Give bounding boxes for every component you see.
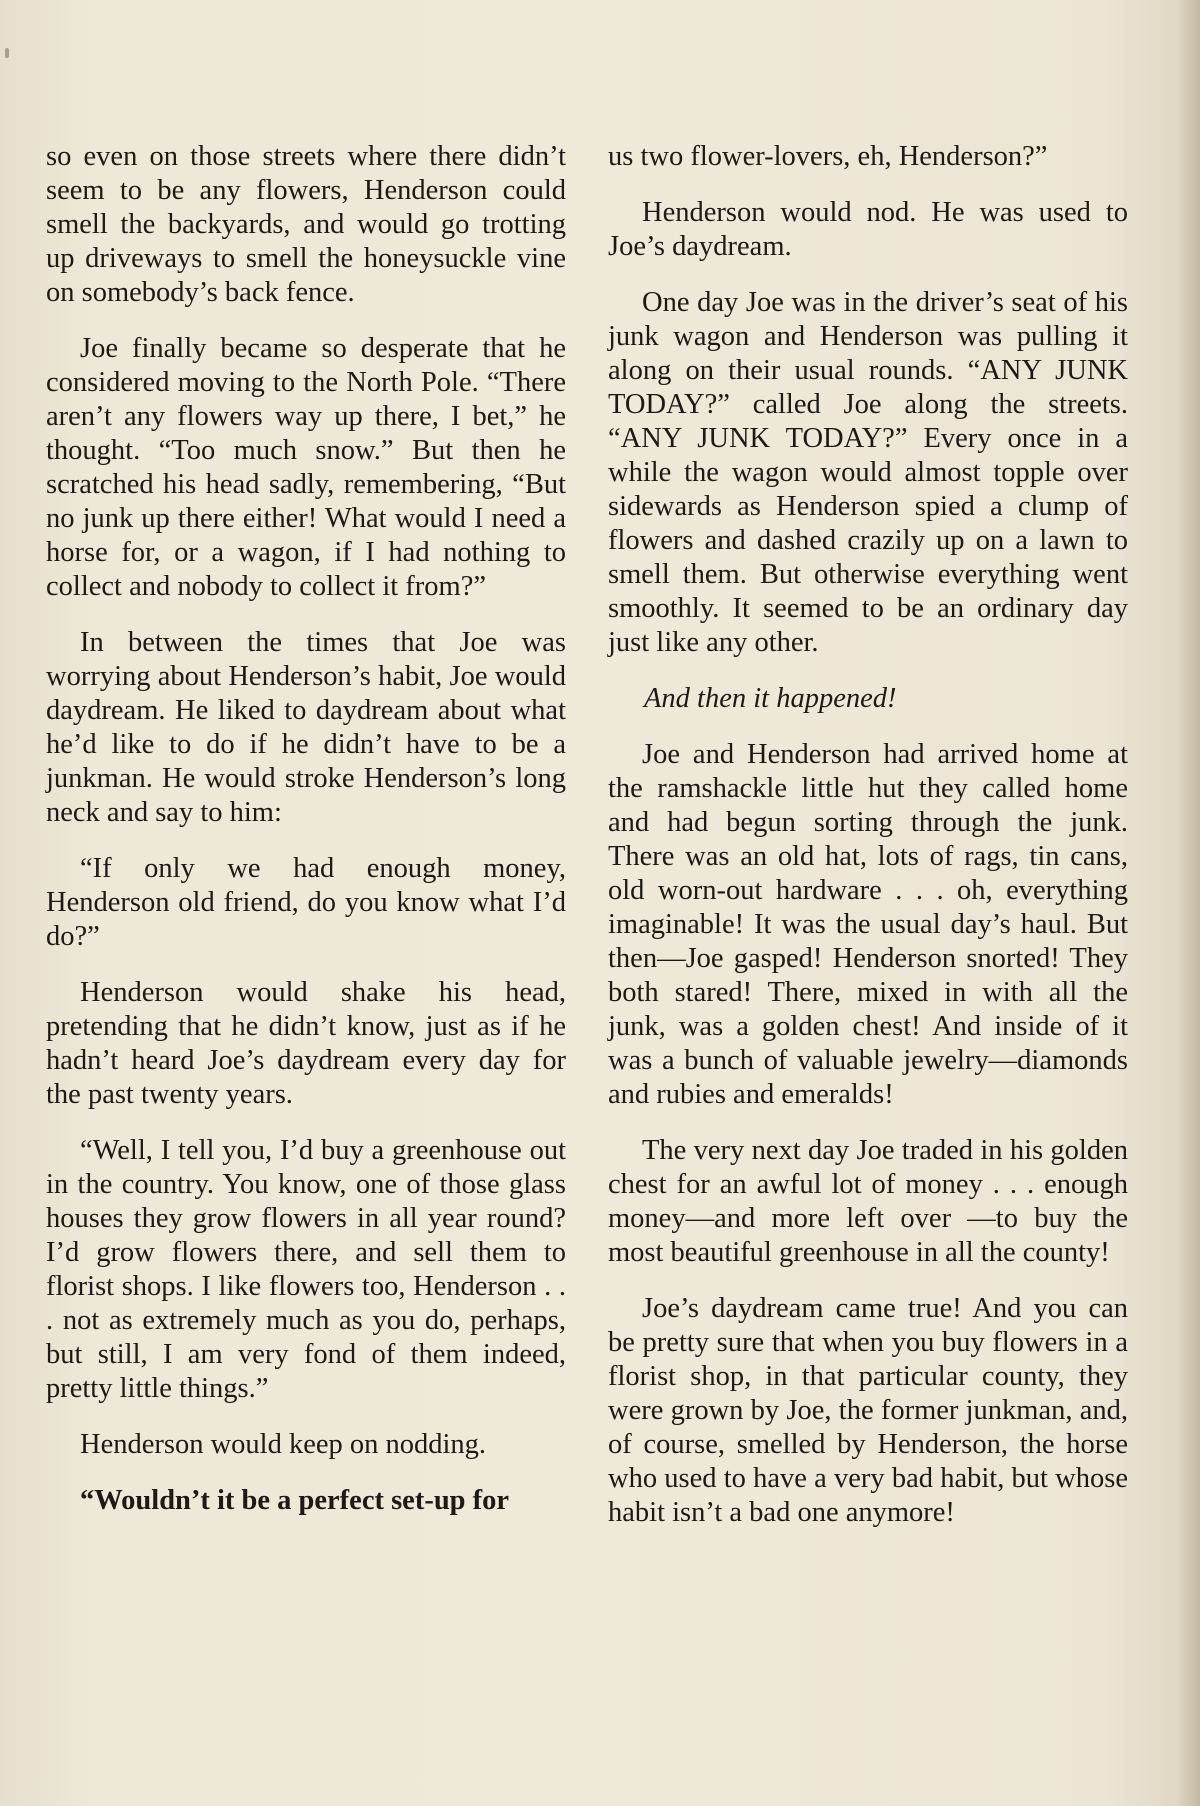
- paragraph: “Wouldn’t it be a perfect set-up for: [80, 1485, 510, 1516]
- paragraph: us two flower-lovers, eh, Henderson?”: [608, 141, 1048, 172]
- paragraph: Joe and Henderson had arrived home at the ramshackle little hut they called home and had begun sorting through the junk. There was an old hat, lots of rags, tin cans, old worn-out hardware . . . oh, everything imaginable! It was the usual day’s haul. But then—Joe gasped! Henderson snorted! They both stared! There, mixed in with all the junk, was a golden chest! And inside of it was a bunch of valuable jewelry—diamonds and rubies and emeralds!: [608, 739, 1128, 1110]
- paragraph: so even on those streets where there didn’t seem to be any flowers, Henderson could smell the backyards, and would go trotting up driveways to smell the honeysuckle vine on somebody’s back fence.: [46, 141, 566, 308]
- paragraph: “Well, I tell you, I’d buy a greenhouse out in the country. You know, one of those glass houses they grow flowers in all year round? I’d grow flowers there, and sell them to florist shops. I like flowers too, Henderson . . . not as extremely much as you do, perhaps, but still, I am very fond of them indeed, pretty little things.”: [46, 1135, 566, 1404]
- paragraph: The very next day Joe traded in his golden chest for an awful lot of money . . . enough money—and more left over —to buy the most beautiful greenhouse in all the county!: [608, 1135, 1128, 1268]
- page-edge-mark: [5, 48, 9, 58]
- paragraph: Henderson would shake his head, pretending that he didn’t know, just as if he hadn’t heard Joe’s daydream every day for the past twenty years.: [46, 977, 566, 1110]
- paragraph: One day Joe was in the driver’s seat of his junk wagon and Henderson was pulling it along on their usual rounds. “ANY JUNK TODAY?” called Joe along the streets. “ANY JUNK TODAY?” Every once in a while the wagon would almost topple over sidewards as Henderson spied a clump of flowers and dashed crazily up on a lawn to smell them. But otherwise everything went smoothly. It seemed to be an ordinary day just like any other.: [608, 287, 1128, 658]
- paragraph: In between the times that Joe was worrying about Henderson’s habit, Joe would daydream. He liked to daydream about what he’d like to do if he didn’t have to be a junkman. He would stroke Henderson’s long neck and say to him:: [46, 627, 566, 828]
- right-text-column: [608, 140, 1128, 1552]
- paragraph: Henderson would keep on nodding.: [80, 1429, 487, 1460]
- paragraph: Joe’s daydream came true! And you can be pretty sure that when you buy flowers in a florist shop, in that particular county, they were grown by Joe, the former junkman, and, of course, smelled by Henderson, the horse who used to have a very bad habit, but whose habit isn’t a bad one anymore!: [608, 1293, 1128, 1528]
- left-text-column: [46, 140, 566, 1540]
- paragraph-emphasis: And then it happened!: [644, 683, 897, 714]
- paragraph: Henderson would nod. He was used to Joe’s daydream.: [608, 197, 1128, 262]
- page-spine-shadow: [1176, 0, 1200, 1806]
- paragraph: “If only we had enough money, Henderson old friend, do you know what I’d do?”: [46, 853, 566, 952]
- paragraph: Joe finally became so desperate that he considered moving to the North Pole. “There aren’t any flowers way up there, I bet,” he thought. “Too much snow.” But then he scratched his head sadly, remembering, “But no junk up there either! What would I need a horse for, or a wagon, if I had nothing to collect and nobody to collect it from?”: [46, 333, 566, 602]
